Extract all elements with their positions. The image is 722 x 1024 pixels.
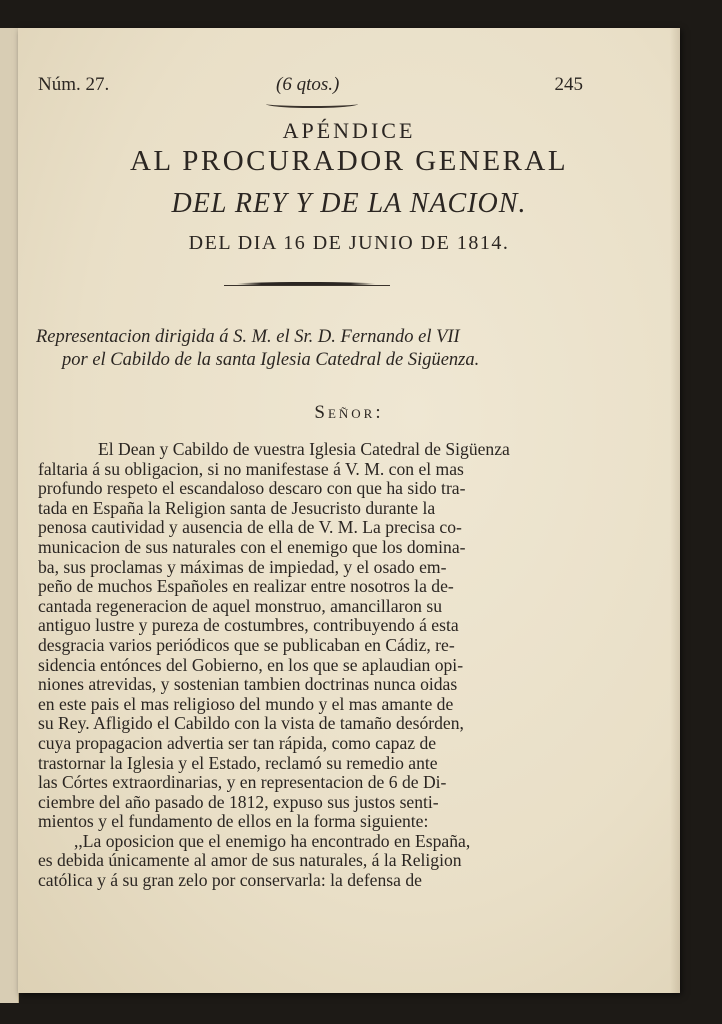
subtitle [36, 326, 556, 372]
quantity-note: (6 qtos.) [276, 74, 340, 95]
body-text [38, 440, 576, 891]
body-line: niones atrevidas, y sostenian tambien doctrinas nunca oidas [38, 674, 458, 695]
body-line: ciembre del año pasado de 1812, expuso sus justos senti- [38, 791, 439, 812]
body-line: ba, sus proclamas y máximas de impiedad, y el osado em- [38, 556, 447, 577]
page-header [38, 74, 583, 104]
title-rey-nacion: DEL REY Y DE LA NACION. [171, 188, 527, 219]
title-procurador: AL PROCURADOR GENERAL [129, 145, 569, 177]
body-line: faltaria á su obligacion, si no manifestase á V. M. con el mas [38, 458, 464, 479]
subtitle-line-1: Representacion dirigida á S. M. el Sr. D. Fernando el VII [36, 327, 460, 347]
body-line: católica y á su gran zelo por conservarla: la defensa de [38, 870, 422, 891]
previous-page-edge [0, 28, 19, 1003]
page-fold-shadow [670, 28, 680, 993]
body-line: peño de muchos Españoles en realizar entre nosotros la de- [38, 576, 454, 597]
body-line: antiguo lustre y pureza de costumbres, contribuyendo á esta [38, 615, 459, 636]
body-line: profundo respeto el escandaloso descaro con que ha sido tra- [38, 478, 466, 499]
body-line: cuya propagacion advertia ser tan rápida, como capaz de [38, 732, 437, 753]
body-line: El Dean y Cabildo de vuestra Iglesia Catedral de Sigüenza [98, 439, 510, 459]
body-line: ,,La oposicion que el enemigo ha encontrado en España, [74, 830, 471, 851]
body-line: las Córtes extraordinarias, y en representacion de 6 de Di- [38, 772, 447, 793]
body-line: desgracia varios periódicos que se publicaban en Cádiz, re- [38, 634, 455, 655]
page-number: 245 [554, 74, 583, 95]
body-line: es debida únicamente al amor de sus naturales, á la Religion [38, 850, 462, 871]
title-apendice: APÉNDICE [282, 118, 416, 143]
ornament-hairline [224, 285, 390, 286]
salutation: Señor: [314, 402, 384, 423]
body-line: mientos y el fundamento de ellos en la forma siguiente: [38, 811, 429, 832]
body-line: en este pais el mas religioso del mundo y el mas amante de [38, 693, 454, 714]
body-line: tada en España la Religion santa de Jesucristo durante la [38, 497, 436, 518]
title-date: DEL DIA 16 DE JUNIO DE 1814. [188, 232, 510, 254]
issue-number: Núm. 27. [38, 74, 110, 95]
body-line: penosa cautividad y ausencia de ella de V. M. La precisa co- [38, 517, 462, 538]
body-line: sidencia entónces del Gobierno, en los que se aplaudian opi- [38, 654, 464, 675]
body-line: su Rey. Afligido el Cabildo con la vista de tamaño desórden, [38, 713, 464, 734]
body-line: municacion de sus naturales con el enemigo que los domina- [38, 536, 466, 557]
quantity-underline [266, 100, 358, 108]
body-line: trastornar la Iglesia y el Estado, reclamó su remedio ante [38, 752, 438, 773]
body-line: cantada regeneracion de aquel monstruo, amancillaron su [38, 595, 442, 616]
document-page [18, 28, 680, 993]
subtitle-line-2: por el Cabildo de la santa Iglesia Catedral de Sigüenza. [62, 350, 480, 370]
